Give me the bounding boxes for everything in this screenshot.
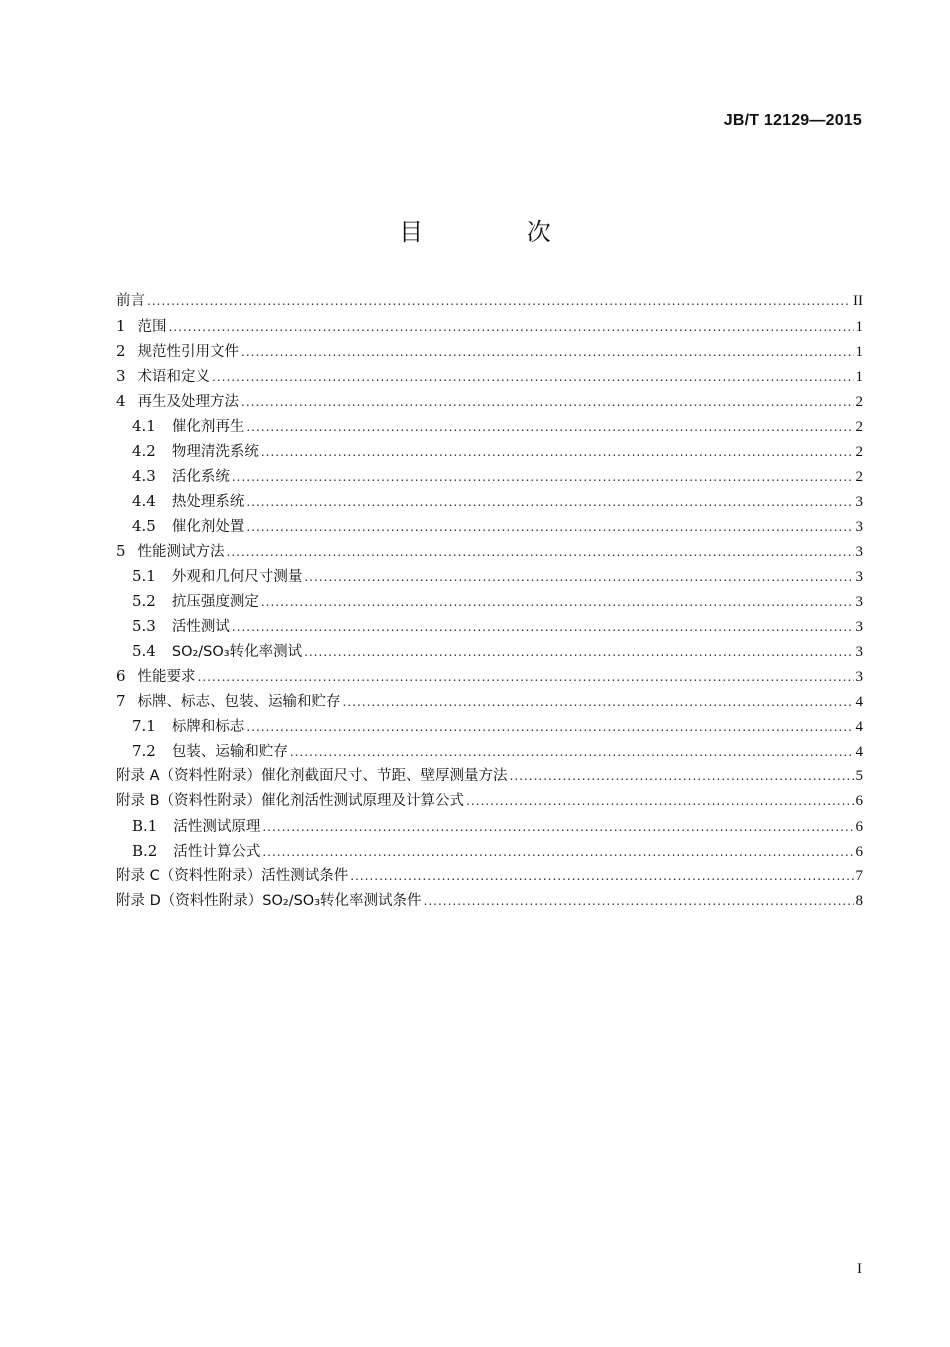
toc-entry[interactable] bbox=[116, 439, 863, 464]
toc-entry-number: 3 bbox=[116, 367, 126, 385]
toc-entry-number: 5.1 bbox=[132, 567, 156, 585]
toc-entry[interactable] bbox=[116, 389, 863, 414]
toc-entry-number: 7.1 bbox=[132, 717, 156, 735]
toc-entry-page: 3 bbox=[855, 544, 863, 560]
toc-entry-page: 2 bbox=[855, 419, 863, 435]
toc-entry-page: 3 bbox=[855, 594, 863, 610]
toc-entry[interactable] bbox=[116, 639, 863, 664]
toc-entry[interactable] bbox=[116, 589, 863, 614]
toc-entry-title: 再生及处理方法 bbox=[137, 394, 240, 410]
toc-entry-title: 术语和定义 bbox=[137, 369, 211, 385]
toc-entry-page: II bbox=[853, 293, 863, 309]
toc-entry-title: 附录 D（资料性附录）SO₂/SO₃转化率测试条件 bbox=[116, 893, 422, 909]
toc-entry-title: 附录 C（资料性附录）活性测试条件 bbox=[116, 868, 349, 884]
toc-entry-page: 4 bbox=[855, 694, 863, 710]
toc-entry-number: 4.1 bbox=[132, 417, 156, 435]
toc-entry-page: 5 bbox=[855, 768, 863, 784]
toc-entry[interactable] bbox=[116, 689, 863, 714]
toc-entry-page: 2 bbox=[855, 444, 863, 460]
toc-entry-number: B.2 bbox=[132, 842, 158, 860]
toc-entry[interactable] bbox=[116, 714, 863, 739]
toc-leader-dots bbox=[232, 615, 854, 640]
toc-leader-dots bbox=[262, 815, 853, 840]
toc-entry[interactable] bbox=[116, 564, 863, 589]
toc-entry-number: 2 bbox=[116, 342, 126, 360]
toc-entry-page: 6 bbox=[855, 819, 863, 835]
toc-leader-dots bbox=[212, 365, 853, 390]
toc-entry-title: 抗压强度测定 bbox=[171, 594, 259, 610]
toc-leader-dots bbox=[246, 515, 853, 540]
toc-leader-dots bbox=[147, 289, 851, 314]
toc-entry[interactable] bbox=[116, 664, 863, 689]
toc-title: 目 次 bbox=[399, 218, 599, 246]
toc-entry-page: 3 bbox=[855, 569, 863, 585]
page-number: I bbox=[857, 1261, 862, 1277]
toc-entry-number: 7.2 bbox=[132, 742, 156, 760]
toc-entry-page: 3 bbox=[855, 669, 863, 685]
toc-entry-page: 7 bbox=[855, 868, 863, 884]
toc-entry-title: 外观和几何尺寸测量 bbox=[171, 569, 303, 585]
toc-leader-dots bbox=[262, 840, 853, 865]
toc-leader-dots bbox=[241, 340, 853, 365]
toc-entry[interactable] bbox=[116, 889, 863, 914]
toc-entry-page: 3 bbox=[855, 619, 863, 635]
toc-entry-title: 附录 A（资料性附录）催化剂截面尺寸、节距、壁厚测量方法 bbox=[116, 768, 508, 784]
toc-entry-title: 范围 bbox=[137, 319, 167, 335]
toc-leader-dots bbox=[232, 465, 854, 490]
toc-entry-number: 4.4 bbox=[132, 492, 156, 510]
toc-entry-title: 活化系统 bbox=[171, 469, 230, 485]
toc-entry-number: 5.3 bbox=[132, 617, 156, 635]
toc-entry-number: 4.5 bbox=[132, 517, 156, 535]
toc-entry[interactable] bbox=[116, 314, 863, 339]
toc-entry-title: 催化剂再生 bbox=[171, 419, 245, 435]
toc-leader-dots bbox=[246, 490, 853, 515]
toc-entry-page: 2 bbox=[855, 394, 863, 410]
toc-entry-page: 4 bbox=[855, 719, 863, 735]
toc-entry[interactable] bbox=[116, 514, 863, 539]
toc-entry[interactable] bbox=[116, 364, 863, 389]
toc-entry-number: 5.2 bbox=[132, 592, 156, 610]
toc-leader-dots bbox=[466, 789, 853, 814]
toc-leader-dots bbox=[241, 390, 853, 415]
toc-entry[interactable] bbox=[116, 789, 863, 814]
toc-leader-dots bbox=[424, 889, 854, 914]
toc-entry-title: SO₂/SO₃转化率测试 bbox=[171, 644, 303, 660]
toc-entry-page: 3 bbox=[855, 519, 863, 535]
toc-entry-title: 催化剂处置 bbox=[171, 519, 245, 535]
toc-leader-dots bbox=[343, 690, 854, 715]
toc-entry[interactable] bbox=[116, 464, 863, 489]
toc-entry-title: 附录 B（资料性附录）催化剂活性测试原理及计算公式 bbox=[116, 793, 465, 809]
toc-entry-number: B.1 bbox=[132, 817, 158, 835]
toc-leader-dots bbox=[304, 565, 853, 590]
toc-entry-page: 3 bbox=[855, 644, 863, 660]
toc-leader-dots bbox=[261, 440, 854, 465]
toc-entry-title: 物理清洗系统 bbox=[171, 444, 259, 460]
table-of-contents bbox=[116, 289, 863, 914]
toc-entry-title: 规范性引用文件 bbox=[137, 344, 240, 360]
toc-entry-title: 热处理系统 bbox=[171, 494, 245, 510]
toc-entry-page: 2 bbox=[855, 469, 863, 485]
toc-entry-title: 活性计算公式 bbox=[173, 844, 261, 860]
toc-entry-title: 包装、运输和贮存 bbox=[171, 744, 288, 760]
toc-leader-dots bbox=[246, 415, 853, 440]
toc-entry-title: 性能要求 bbox=[137, 669, 196, 685]
toc-leader-dots bbox=[290, 740, 854, 765]
toc-entry-title: 活性测试 bbox=[171, 619, 230, 635]
toc-entry[interactable] bbox=[116, 339, 863, 364]
toc-entry-title: 活性测试原理 bbox=[173, 819, 261, 835]
toc-entry-page: 1 bbox=[855, 319, 863, 335]
toc-leader-dots bbox=[198, 665, 854, 690]
toc-entry[interactable] bbox=[116, 764, 863, 789]
toc-entry[interactable] bbox=[116, 739, 863, 764]
toc-entry-title: 标牌、标志、包装、运输和贮存 bbox=[137, 694, 341, 710]
toc-entry[interactable] bbox=[116, 414, 863, 439]
toc-entry-page: 1 bbox=[855, 369, 863, 385]
toc-entry-page: 3 bbox=[855, 494, 863, 510]
toc-entry-number: 1 bbox=[116, 317, 126, 335]
toc-leader-dots bbox=[350, 864, 853, 889]
toc-entry-number: 5.4 bbox=[132, 642, 156, 660]
toc-entry[interactable] bbox=[116, 614, 863, 639]
toc-entry[interactable] bbox=[116, 289, 863, 314]
toc-entry-page: 6 bbox=[855, 844, 863, 860]
toc-leader-dots bbox=[261, 590, 854, 615]
toc-entry[interactable] bbox=[116, 489, 863, 514]
toc-entry-page: 4 bbox=[855, 744, 863, 760]
toc-leader-dots bbox=[510, 764, 854, 789]
toc-entry[interactable] bbox=[116, 814, 863, 839]
toc-entry-number: 4.2 bbox=[132, 442, 156, 460]
toc-entry-page: 6 bbox=[855, 793, 863, 809]
toc-entry-title: 性能测试方法 bbox=[137, 544, 225, 560]
toc-entry[interactable] bbox=[116, 864, 863, 889]
standard-code: JB/T 12129—2015 bbox=[723, 112, 862, 129]
toc-entry-page: 1 bbox=[855, 344, 863, 360]
toc-entry[interactable] bbox=[116, 839, 863, 864]
toc-entry-number: 4 bbox=[116, 392, 126, 410]
toc-leader-dots bbox=[304, 640, 853, 665]
toc-leader-dots bbox=[227, 540, 854, 565]
toc-entry-number: 7 bbox=[116, 692, 126, 710]
toc-entry-title: 前言 bbox=[116, 293, 145, 309]
toc-entry-number: 4.3 bbox=[132, 467, 156, 485]
toc-entry[interactable] bbox=[116, 539, 863, 564]
toc-leader-dots bbox=[169, 315, 854, 340]
toc-entry-title: 标牌和标志 bbox=[171, 719, 245, 735]
toc-entry-number: 5 bbox=[116, 542, 126, 560]
toc-entry-page: 8 bbox=[855, 893, 863, 909]
toc-entry-number: 6 bbox=[116, 667, 126, 685]
toc-leader-dots bbox=[246, 715, 853, 740]
